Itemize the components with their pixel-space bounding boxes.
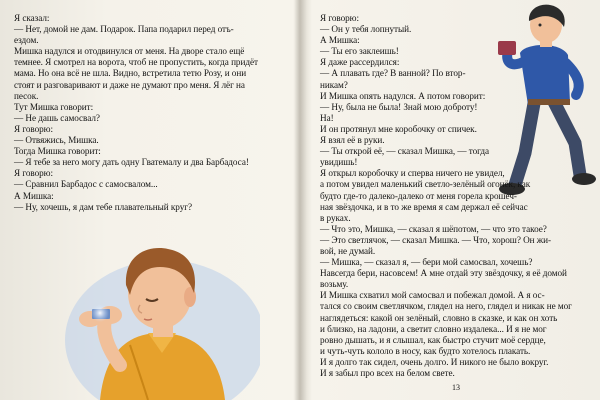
text-line: Я говорю:	[320, 13, 359, 23]
text-line: никам?	[320, 79, 348, 90]
text-line: Мишка надулся и отодвинулся от меня. На дворе стало ещё	[14, 46, 245, 57]
text-line: наглядеться: какой он зелёный, словно в сказке, и как он хоть	[320, 312, 558, 323]
text-line: а потом увидел маленький светло-зелёный огонёк, как	[320, 179, 531, 190]
text-line: песок.	[14, 90, 39, 101]
text-line: Я даже рассердился:	[320, 57, 400, 68]
text-line: Тогда Мишка говорит:	[14, 146, 101, 157]
text-line: И Мишка опять надулся. А потом говорит:	[320, 90, 486, 101]
text-line: Я говорю:	[14, 123, 53, 134]
text-line: — Ну, хочешь, я дам тебе плавательный круг?	[14, 201, 192, 212]
text-line: — Не дашь самосвал?	[14, 112, 100, 123]
text-line: А Мишка:	[320, 35, 360, 46]
text-line: ная звёздочка, и в то же время я сам держал её сейчас	[320, 201, 528, 212]
text-line: Навсегда бери, насовсем! А мне отдай эту звёздочку, я её домой	[320, 268, 567, 279]
page-number: 13	[452, 383, 460, 392]
text-line: Я открыл коробочку и сперва ничего не увидел,	[320, 168, 505, 179]
text-line: тался со своим светлячком, глядел на него, глядел и никак не мог	[320, 301, 572, 312]
text-line: И Мишка схватил мой самосвал и побежал домой. А я ос-	[320, 290, 545, 301]
text-line: темнее. Я смотрел на ворота, чтоб не пропустить, когда придёт	[14, 57, 258, 68]
text-line: На!	[320, 112, 334, 123]
text-line: Я сказал:	[14, 13, 50, 23]
text-line: — Ну, была не была! Знай мою доброту!	[320, 101, 478, 112]
text-line: — Что это, Мишка, — сказал я шёпотом, — что это такое?	[320, 223, 547, 234]
text-line: И он протянул мне коробочку от спичек.	[320, 123, 477, 134]
text-line: ездом.	[14, 35, 39, 46]
text-line: мама. Но она всё не шла. Видно, встретила тетю Розу, и они	[14, 68, 247, 79]
text-line: — Отвяжись, Мишка.	[14, 135, 99, 146]
text-line: А Мишка:	[14, 190, 54, 201]
text-line: и чуть-чуть кололо в носу, как будто хотелось плакать.	[320, 345, 531, 356]
book-gutter	[293, 0, 307, 400]
text-line: будто где-то далеко-далеко от меня горела крошеч-	[320, 190, 517, 201]
text-line: — Сравнил Барбадос с самосвалом...	[14, 179, 158, 190]
right-page-text	[320, 13, 590, 379]
text-line: Тут Мишка говорит:	[14, 101, 94, 112]
text-line: И я забыл про всех на белом свете.	[320, 368, 455, 378]
text-line: — Ты открой её, — сказал Мишка, — тогда	[320, 146, 490, 157]
text-line: Я говорю:	[14, 168, 53, 179]
text-line: вой, не думай.	[320, 245, 376, 256]
text-line: и близко, на ладони, а светит словно издалека... И я не мог	[320, 323, 547, 334]
text-line: — Мишка, — сказал я, — бери мой самосвал, хочешь?	[320, 257, 533, 268]
text-line: — Он у тебя лопнутый.	[320, 24, 412, 35]
text-line: — Я тебе за него могу дать одну Гватемалу и два Барбадоса!	[14, 157, 249, 168]
boy-with-matchbox-illustration	[60, 215, 260, 400]
text-line: увидишь!	[320, 157, 358, 168]
text-line: — А плавать где? В ванной? По втор-	[320, 68, 466, 79]
text-line: И я долго так сидел, очень долго. И никого не было вокруг.	[320, 356, 549, 367]
text-line: стоят и разговаривают и даже не думают про меня. Я лёг на	[14, 79, 245, 90]
text-line: в руках.	[320, 212, 351, 223]
left-page-text	[14, 13, 286, 213]
text-line: Я взял её в руки.	[320, 135, 385, 146]
text-line: — Это светлячок, — сказал Мишка. — Что, хорош? Он жи-	[320, 234, 551, 245]
text-line: — Ты его заклеишь!	[320, 46, 399, 57]
text-line: ровно дышать, и я слышал, как быстро стучит моё сердце,	[320, 334, 546, 345]
text-line: возьму.	[320, 279, 349, 290]
text-line: — Нет, домой не дам. Подарок. Папа подарил перед отъ-	[14, 24, 234, 35]
